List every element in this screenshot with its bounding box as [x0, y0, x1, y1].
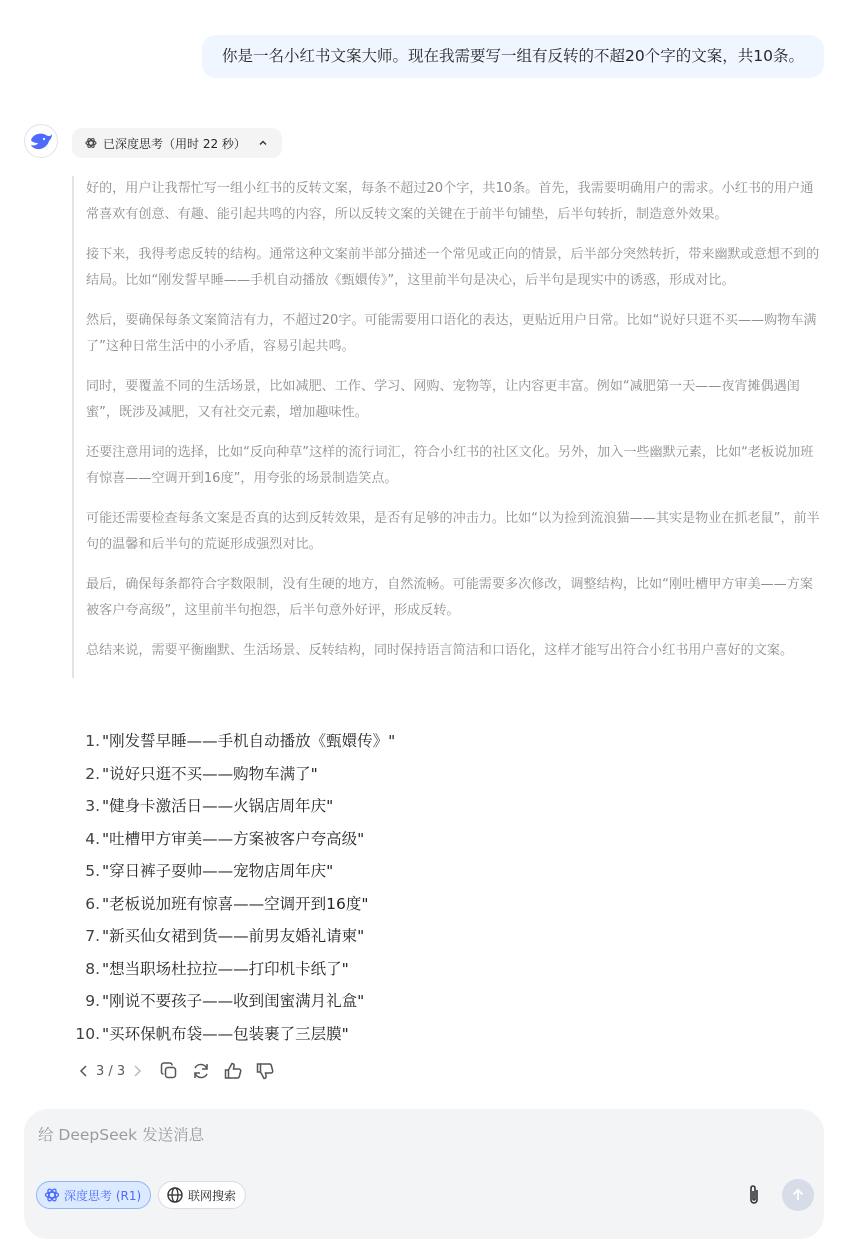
send-button[interactable]: [782, 1179, 814, 1211]
message-composer: [24, 1109, 824, 1239]
list-item-text: "刚发誓早睡——手机自动播放《甄嬛传》": [102, 732, 396, 750]
chevron-left-icon[interactable]: [78, 1064, 90, 1078]
regenerate-icon: [191, 1061, 211, 1081]
chevron-right-icon[interactable]: [131, 1064, 143, 1078]
chevron-up-icon: [258, 138, 268, 148]
list-item-text: "健身卡激活日——火锅店周年庆": [102, 797, 334, 815]
deep-think-label: 深度思考 (R1): [64, 1188, 142, 1203]
list-item: [72, 761, 395, 794]
message-actions: [78, 1058, 277, 1084]
list-item-text: "老板说加班有惊喜——空调开到16度": [102, 894, 369, 913]
list-item: [72, 956, 395, 989]
list-item: [72, 793, 395, 826]
thinking-paragraph: 最后，确保每条都符合字数限制，没有生硬的地方，自然流畅。可能需要多次修改，调整结构，比如“刚吐槽甲方审美——方案被客户夸高级”，这里前半句抱怨，后半句意外好评，形成反转。: [86, 577, 813, 618]
list-item-text: "穿日裤子耍帅——宠物店周年庆": [102, 862, 334, 880]
thinking-paragraph: 还要注意用词的选择，比如“反向种草”这样的流行词汇，符合小红书的社区文化。另外，加入一些幽默元素，比如“老板说加班有惊喜——空调开到16度”，用夸张的场景制造笑点。: [86, 445, 814, 486]
thinking-paragraph: 总结来说，需要平衡幽默、生活场景、反转结构，同时保持语言简洁和口语化，这样才能写出符合小红书用户喜好的文案。: [86, 643, 794, 658]
list-item-number: 4.: [85, 829, 100, 848]
dislike-button[interactable]: [253, 1059, 277, 1083]
deep-think-icon: [44, 1187, 60, 1203]
copy-icon: [159, 1061, 179, 1081]
paperclip-icon: [746, 1183, 762, 1207]
list-item-text: "刚说不要孩子——收到闺蜜满月礼盒": [102, 992, 365, 1010]
answer-list: [72, 728, 395, 1053]
list-item-number: 7.: [85, 927, 100, 945]
thumbs-down-icon: [255, 1061, 275, 1081]
thinking-paragraph: 接下来，我得考虑反转的结构。通常这种文案前半部分描述一个常见或正向的情景，后半部分突然转折，带来幽默或意想不到的结局。比如“刚发誓早睡——手机自动播放《甄嬛传》”，这里前半句是决心，后半句是现实中的诱惑，形成对比。: [86, 247, 820, 288]
list-item-number: 3.: [85, 797, 100, 815]
like-button[interactable]: [221, 1059, 245, 1083]
arrow-up-icon: [790, 1187, 806, 1203]
list-item-text: "买环保帆布袋——包装裹了三层膜": [102, 1024, 349, 1043]
list-item: [72, 923, 395, 956]
assistant-avatar: [24, 124, 58, 158]
list-item-number: 1.: [85, 732, 100, 750]
list-item-text: "新买仙女裙到货——前男友婚礼请柬": [102, 927, 365, 945]
user-message-text: 你是一名小红书文案大师。现在我需要写一组有反转的不超20个字的文案，共10条。: [222, 47, 804, 65]
thumbs-up-icon: [223, 1061, 243, 1081]
list-item: [72, 891, 395, 924]
web-search-toggle[interactable]: [158, 1181, 246, 1209]
list-item: [72, 826, 395, 859]
deep-think-icon: [85, 137, 97, 149]
pager-text: 3 / 3: [96, 1063, 126, 1079]
deep-think-toggle[interactable]: [36, 1181, 151, 1209]
list-item: [72, 1021, 395, 1054]
deepseek-whale-icon: [29, 131, 53, 151]
thinking-paragraph: 同时，要覆盖不同的生活场景，比如减肥、工作、学习、网购、宠物等，让内容更丰富。例如“减肥第一天——夜宵摊偶遇闺蜜”，既涉及减肥，又有社交元素，增加趣味性。: [86, 379, 800, 420]
list-item-number: 5.: [85, 862, 100, 880]
list-item-text: "想当职场杜拉拉——打印机卡纸了": [102, 959, 349, 978]
thinking-toggle-label: 已深度思考（用时 22 秒）: [103, 136, 246, 151]
response-pager: [78, 1064, 143, 1079]
regenerate-button[interactable]: [189, 1059, 213, 1083]
thinking-content: [72, 176, 822, 678]
user-message-bubble: [202, 35, 824, 78]
list-item-text: "说好只逛不买——购物车满了": [102, 764, 318, 783]
list-item: [72, 728, 395, 761]
list-item-text: "吐槽甲方审美——方案被客户夸高级": [102, 829, 365, 848]
thinking-paragraph: 可能还需要检查每条文案是否真的达到反转效果，是否有足够的冲击力。比如“以为捡到流浪猫——其实是物业在抓老鼠”，前半句的温馨和后半句的荒诞形成强烈对比。: [86, 511, 820, 552]
list-item-number: 10.: [75, 1024, 100, 1043]
list-item-number: 8.: [85, 959, 100, 978]
copy-button[interactable]: [157, 1059, 181, 1083]
message-input[interactable]: 给 DeepSeek 发送消息: [38, 1126, 205, 1144]
list-item: [72, 988, 395, 1021]
list-item-number: 2.: [85, 764, 100, 783]
list-item-number: 9.: [85, 992, 100, 1010]
thinking-paragraph: 然后，要确保每条文案简洁有力，不超过20字。可能需要用口语化的表达，更贴近用户日常。比如“说好只逛不买——购物车满了”这种日常生活中的小矛盾，容易引起共鸣。: [86, 313, 817, 354]
web-search-label: 联网搜索: [188, 1188, 237, 1203]
list-item-number: 6.: [85, 894, 100, 913]
thinking-toggle[interactable]: [72, 128, 282, 158]
attach-button[interactable]: [742, 1182, 766, 1208]
globe-icon: [166, 1186, 184, 1204]
thinking-paragraph: 好的，用户让我帮忙写一组小红书的反转文案，每条不超过20个字，共10条。首先，我需要明确用户的需求。小红书的用户通常喜欢有创意、有趣、能引起共鸣的内容，所以反转文案的关键在于前半句铺垫，后半句转折，制造意外效果。: [86, 181, 814, 222]
list-item: [72, 858, 395, 891]
